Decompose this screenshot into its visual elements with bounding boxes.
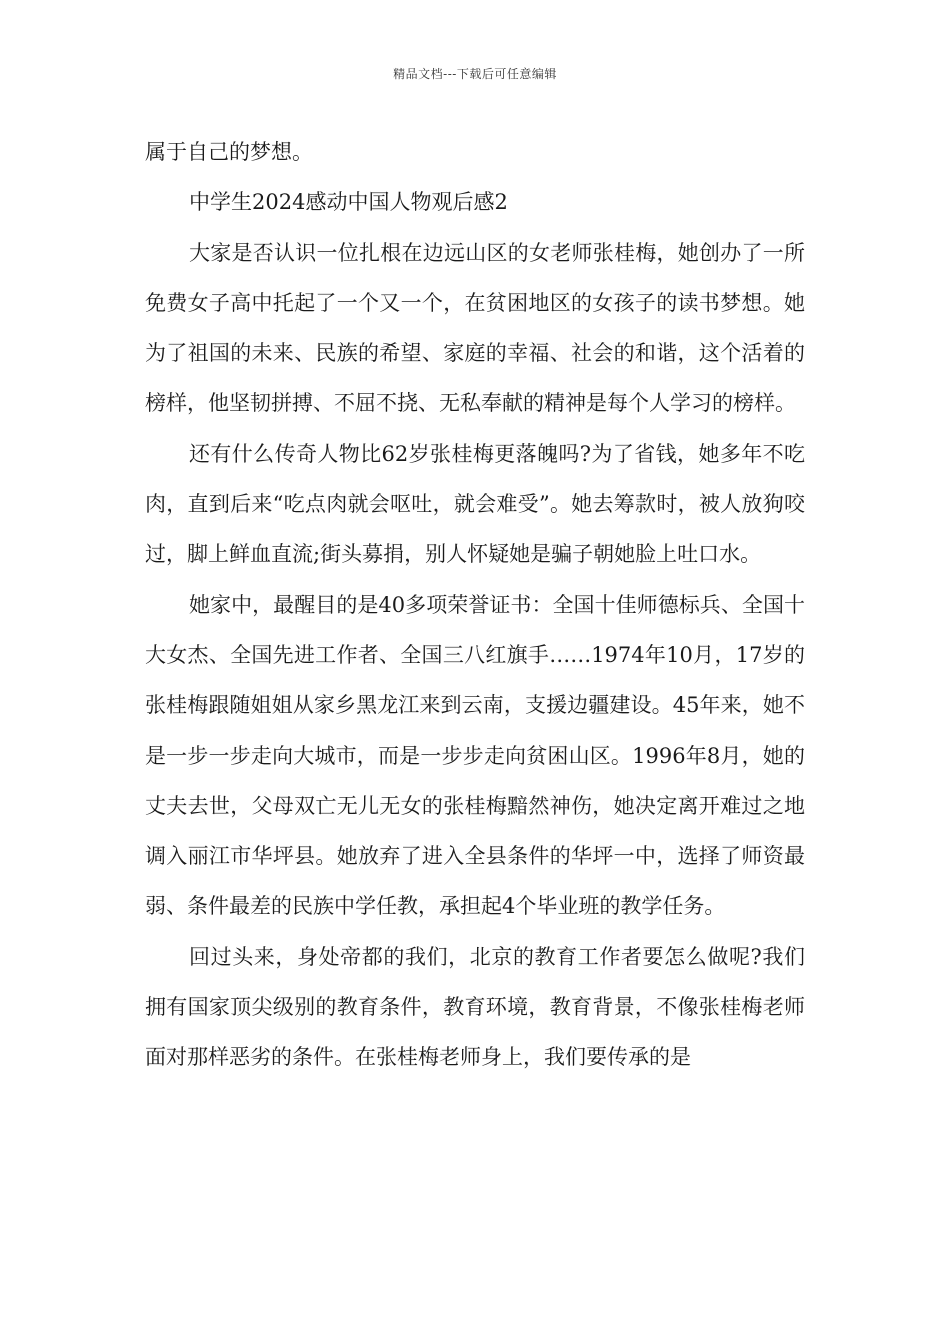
paragraph-intro: 大家是否认识一位扎根在边远山区的女老师张桂梅，她创办了一所免费女子高中托起了一个又一个，在贫困地区的女孩子的读书梦想。她为了祖国的未来、民族的希望、家庭的幸福、社会的和谐，这个活着的榜样，他坚韧拼搏、不屈不挠、无私奉献的精神是每个人学习的榜样。 [145,240,805,416]
page-header: 精品文档---下载后可任意编辑 [393,67,557,81]
section-title: 中学生2024感动中国人物观后感2 [189,190,508,215]
paragraph-hardship: 还有什么传奇人物比62岁张桂梅更落魄吗?为了省钱，她多年不吃肉，直到后来“吃点肉就会呕吐，就会难受”。她去筹款时，被人放狗咬过，脚上鲜血直流;街头募捐，别人怀疑她是骗子朝她脸上吐口水。 [145,441,805,567]
paragraph-reflection: 回过头来，身处帝都的我们，北京的教育工作者要怎么做呢?我们拥有国家顶尖级别的教育条件，教育环境，教育背景，不像张桂梅老师面对那样恶劣的条件。在张桂梅老师身上，我们要传承的是 [145,944,805,1070]
paragraph-continuation: 属于自己的梦想。 [145,140,313,164]
document-body [145,127,805,1083]
paragraph-biography: 她家中，最醒目的是40多项荣誉证书：全国十佳师德标兵、全国十大女杰、全国先进工作者、全国三八红旗手……1974年10月，17岁的张桂梅跟随姐姐从家乡黑龙江来到云南，支援边疆建设。45年来，她不是一步一步走向大城市，而是一步步走向贫困山区。1996年8月，她的丈夫去世，父母双亡无儿无女的张桂梅黯然神伤，她决定离开难过之地调入丽江市华坪县。她放弃了进入全县条件的华坪一中，选择了师资最弱、条件最差的民族中学任教，承担起4个毕业班的教学任务。 [145,592,805,919]
